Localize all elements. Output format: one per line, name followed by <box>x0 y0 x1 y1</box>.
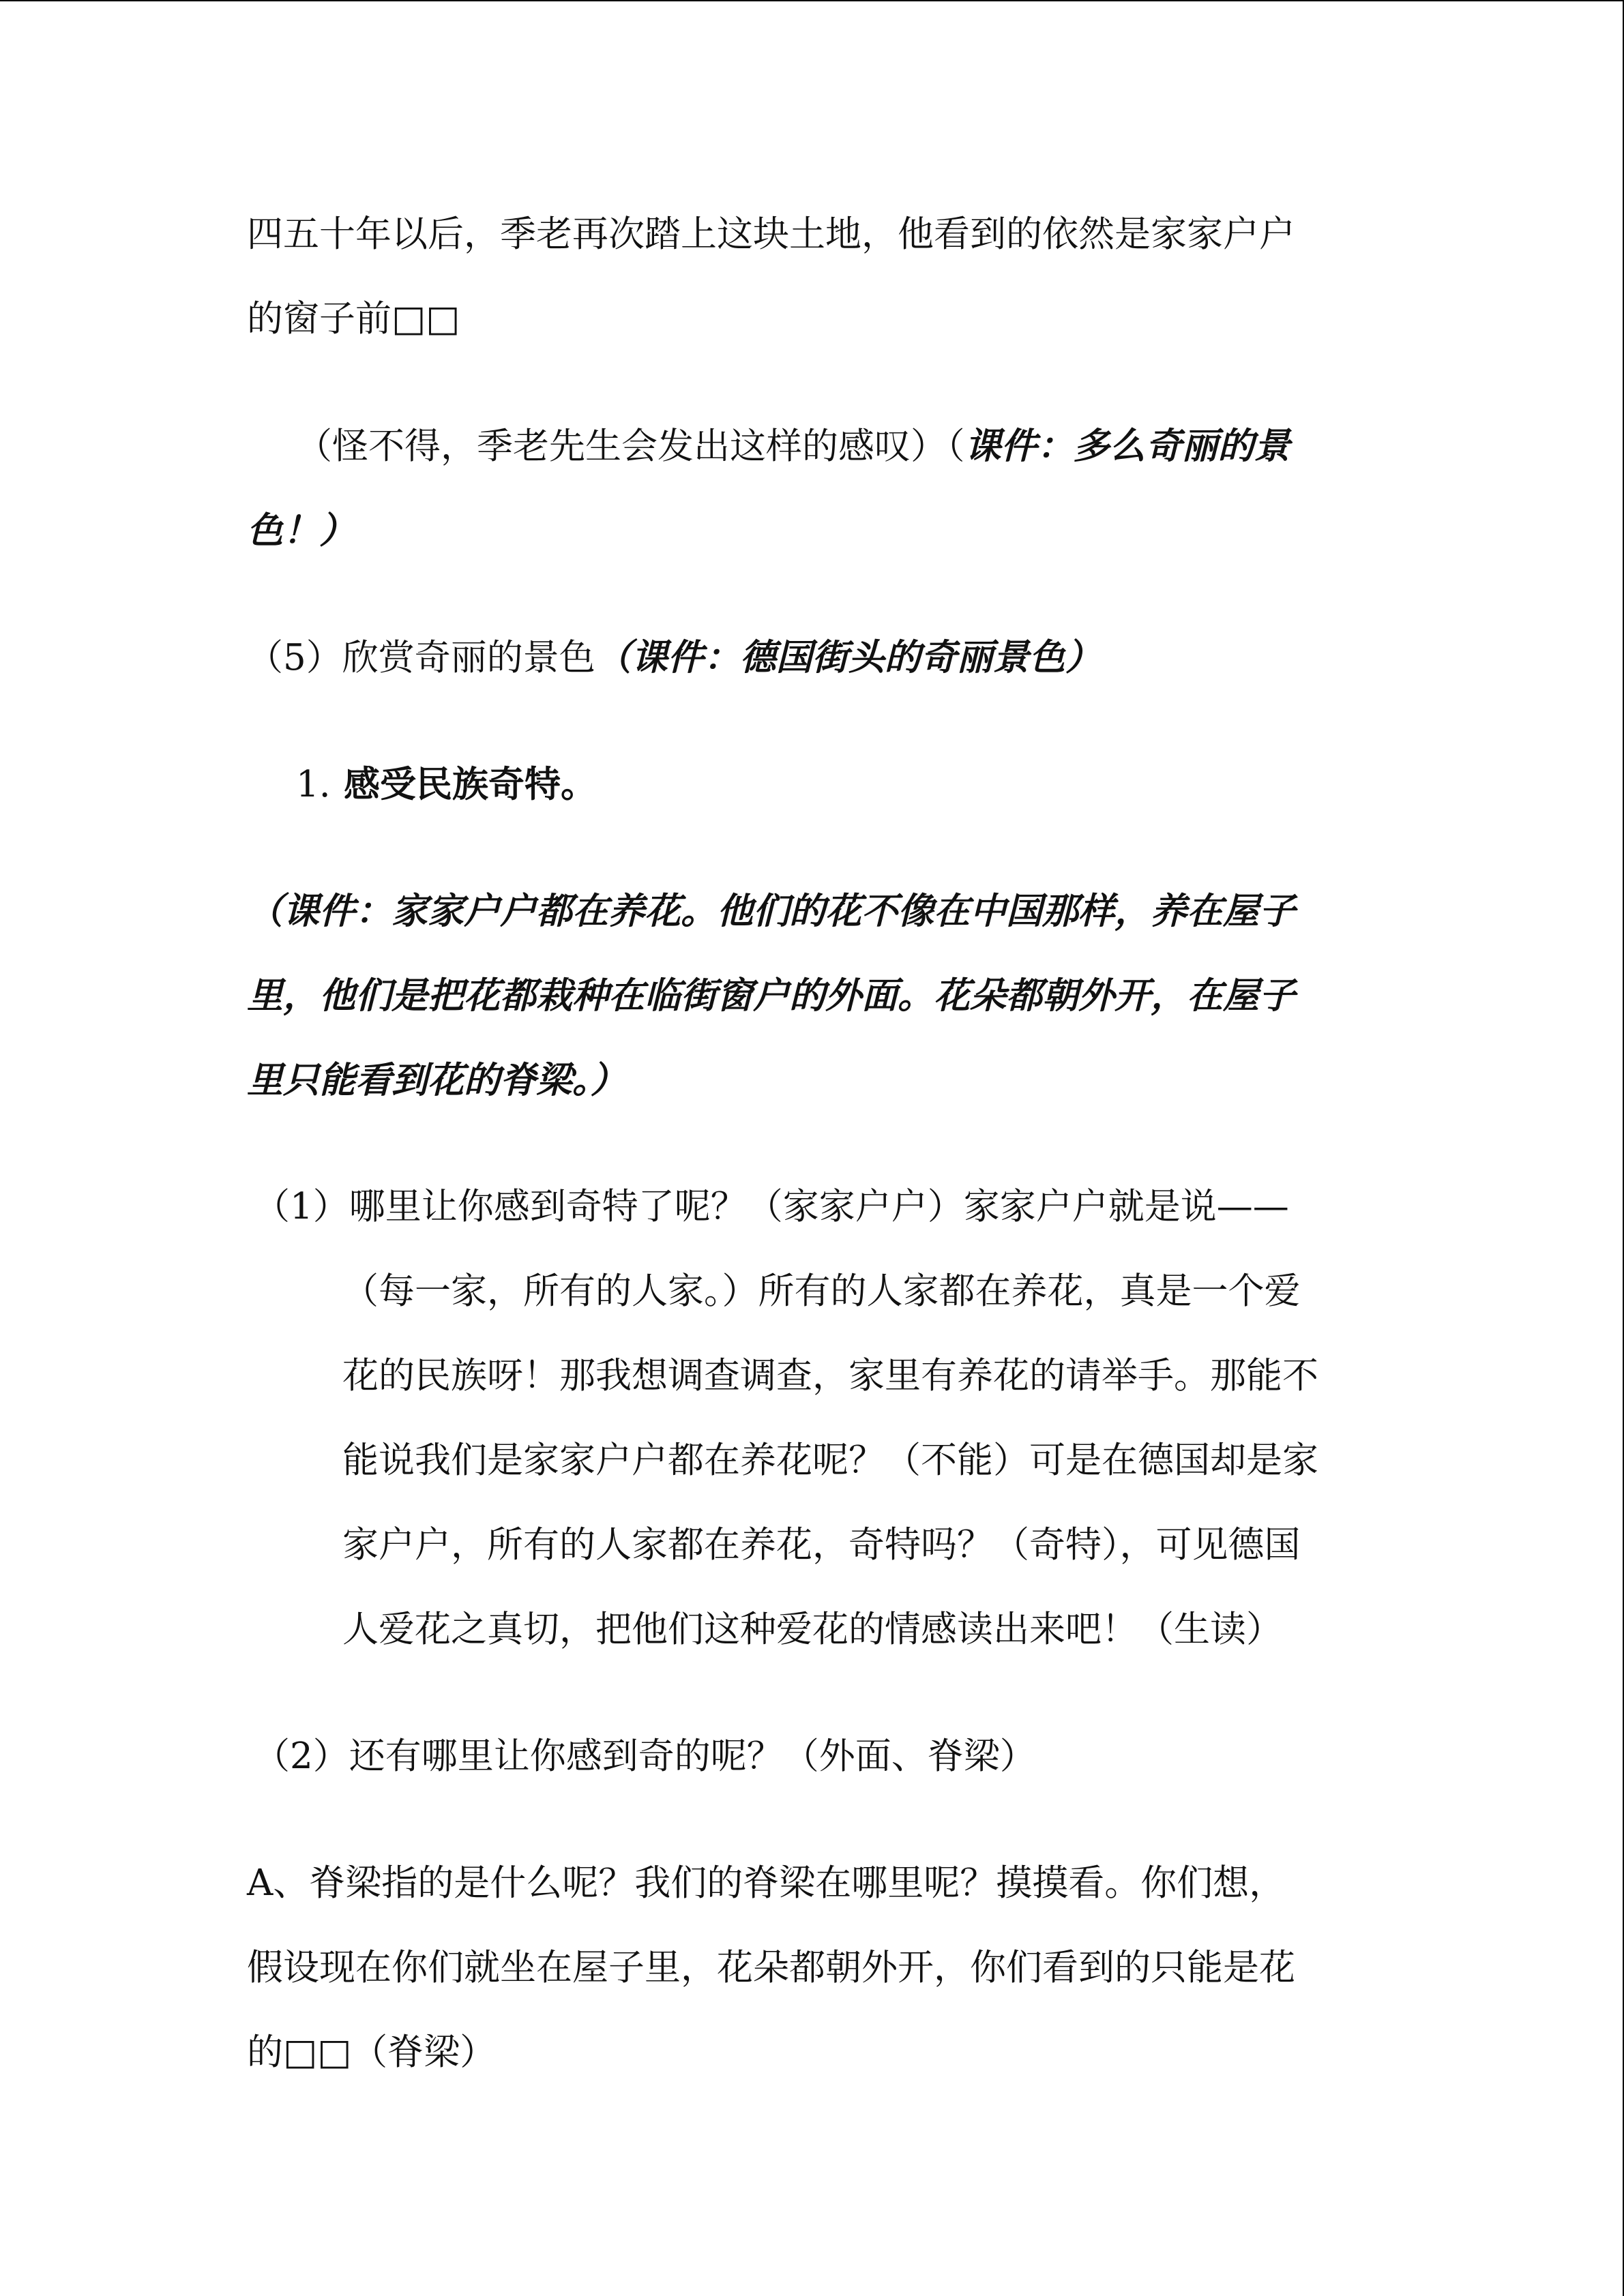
text-plain: （怪不得，季老先生会发出这样的感叹）（ <box>296 426 965 467</box>
text-line: 的□□（脊梁） <box>247 2031 497 2073</box>
text-line: 四五十年以后，季老再次踏上这块土地，他看到的依然是家家户户 <box>247 213 1295 255</box>
text-plain: （5）欣赏奇丽的景色 <box>247 637 595 679</box>
question-1 <box>247 1165 1379 1672</box>
text-line: 假设现在你们就坐在屋子里，花朵都朝外开，你们看到的只能是花 <box>247 1947 1295 1988</box>
paragraph-3 <box>247 615 1379 700</box>
text-line: 的窗子前□□ <box>247 298 460 340</box>
paragraph-a <box>247 1841 1379 2095</box>
courseware-note: 里，他们是把花都栽种在临街窗户的外面。花朵都朝外开，在屋子 <box>247 974 1295 1017</box>
paragraph-2 <box>247 404 1379 573</box>
list-number: 1. <box>296 764 331 805</box>
courseware-note: （课件：家家户户都在养花。他们的花不像在中国那样，养在屋子 <box>247 890 1295 932</box>
question-2 <box>247 1714 1379 1799</box>
text-line: 人爱花之真切，把他们这种爱花的情感读出来吧！（生读） <box>342 1609 1282 1650</box>
paragraph-1 <box>247 192 1379 361</box>
paragraph-courseware <box>247 869 1379 1122</box>
text-line <box>247 615 1379 700</box>
text-line: （1）哪里让你感到奇特了呢？（家家户户）家家户户就是说—— <box>254 1186 1289 1227</box>
text-line: 家户户，所有的人家都在养花，奇特吗？（奇特），可见德国 <box>342 1524 1301 1566</box>
text-line: A、脊梁指的是什么呢？我们的脊梁在哪里呢？摸摸看。你们想， <box>247 1862 1286 1904</box>
courseware-note: （课件：德国街头的奇丽景色） <box>595 636 1102 679</box>
document-body <box>247 192 1379 2095</box>
text-line: 能说我们是家家户户都在养花呢？（不能）可是在德国却是家 <box>342 1440 1318 1481</box>
heading-line <box>247 742 1379 826</box>
heading-text: 感受民族奇特。 <box>344 763 597 805</box>
section-heading <box>247 742 1379 826</box>
text-line: （2）还有哪里让你感到奇的呢？（外面、脊梁） <box>254 1735 1036 1777</box>
courseware-note: 里只能看到花的脊梁。） <box>247 1059 627 1101</box>
text-line: 花的民族呀！那我想调查调查，家里有养花的请举手。那能不 <box>342 1355 1318 1397</box>
text-line <box>247 404 1379 488</box>
courseware-note: 色！） <box>247 509 355 552</box>
courseware-note: 课件：多么奇丽的景 <box>964 425 1290 467</box>
text-line: （每一家，所有的人家。）所有的人家都在养花，真是一个爱 <box>342 1270 1301 1312</box>
